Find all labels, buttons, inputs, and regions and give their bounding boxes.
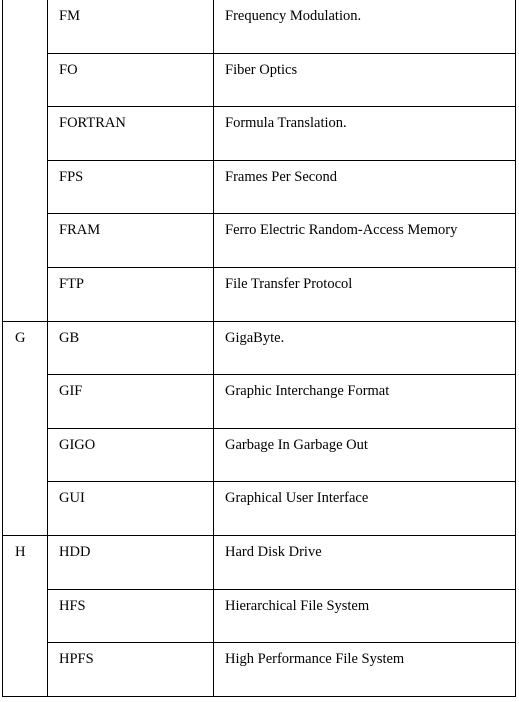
table-row	[2, 107, 515, 161]
meaning-cell	[213, 214, 515, 268]
meaning-cell	[213, 268, 515, 322]
table-row	[2, 54, 515, 108]
meaning-cell	[213, 107, 515, 161]
table-row	[2, 590, 515, 644]
meaning-cell	[213, 0, 515, 54]
table-row	[2, 482, 515, 536]
abbreviation-cell	[47, 536, 213, 590]
abbreviation-text: FM	[59, 8, 80, 24]
meaning-cell	[213, 590, 515, 644]
abbreviation-text: FPS	[59, 168, 84, 185]
meaning-text: Hard Disk Drive	[225, 544, 322, 560]
meaning-text: Formula Translation.	[225, 115, 347, 132]
table-row	[2, 643, 515, 697]
meaning-cell	[213, 536, 515, 590]
meaning-cell	[213, 482, 515, 536]
meaning-text: Ferro Electric Random-Access Memory	[225, 222, 458, 239]
abbreviation-cell	[47, 0, 213, 54]
abbreviation-cell	[47, 590, 213, 644]
table-row	[2, 214, 515, 268]
abbreviation-cell	[47, 482, 213, 536]
abbreviation-text: GIGO	[59, 436, 96, 453]
abbreviation-cell	[47, 107, 213, 161]
table-column-border	[515, 0, 516, 697]
meaning-text: Graphical User Interface	[225, 490, 369, 507]
meaning-cell	[213, 161, 515, 215]
abbreviation-text: FRAM	[59, 222, 101, 239]
meaning-text: Hierarchical File System	[225, 597, 370, 614]
meaning-cell	[213, 643, 515, 697]
meaning-text: Graphic Interchange Format	[225, 383, 390, 400]
group-letter: G	[15, 329, 26, 346]
meaning-cell	[213, 322, 515, 376]
meaning-cell	[213, 375, 515, 429]
abbreviation-cell	[47, 643, 213, 697]
meaning-text: High Performance File System	[225, 651, 405, 668]
abbreviation-cell	[47, 161, 213, 215]
abbreviation-cell	[47, 375, 213, 429]
meaning-text: File Transfer Protocol	[225, 276, 353, 292]
abbreviation-text: FORTRAN	[59, 115, 126, 132]
abbreviation-text: FTP	[59, 276, 84, 292]
abbreviation-cell	[47, 268, 213, 322]
table-row	[2, 268, 515, 322]
abbreviation-cell	[47, 54, 213, 108]
group-separator	[2, 696, 516, 697]
meaning-text: Frames Per Second	[225, 168, 337, 185]
table-row	[2, 322, 515, 376]
abbreviation-text: HDD	[59, 544, 91, 560]
table-row	[2, 161, 515, 215]
meaning-text: Garbage In Garbage Out	[225, 436, 368, 453]
abbreviation-text: GIF	[59, 383, 83, 400]
table-row	[2, 375, 515, 429]
meaning-text: Fiber Optics	[225, 61, 298, 78]
abbreviation-cell	[47, 322, 213, 376]
meaning-cell	[213, 429, 515, 483]
table-row	[2, 0, 515, 54]
abbreviation-cell	[47, 429, 213, 483]
abbreviation-text: FO	[59, 61, 78, 78]
abbreviation-cell	[47, 214, 213, 268]
abbreviation-text: HPFS	[59, 651, 94, 668]
meaning-text: GigaByte.	[225, 329, 285, 346]
group-letter: H	[15, 544, 26, 560]
abbreviation-text: HFS	[59, 597, 86, 614]
meaning-text: Frequency Modulation.	[225, 8, 362, 24]
table-row	[2, 536, 515, 590]
meaning-cell	[213, 54, 515, 108]
table-row	[2, 429, 515, 483]
abbreviation-text: GUI	[59, 490, 85, 507]
abbreviation-table	[2, 0, 516, 700]
abbreviation-text: GB	[59, 329, 80, 346]
